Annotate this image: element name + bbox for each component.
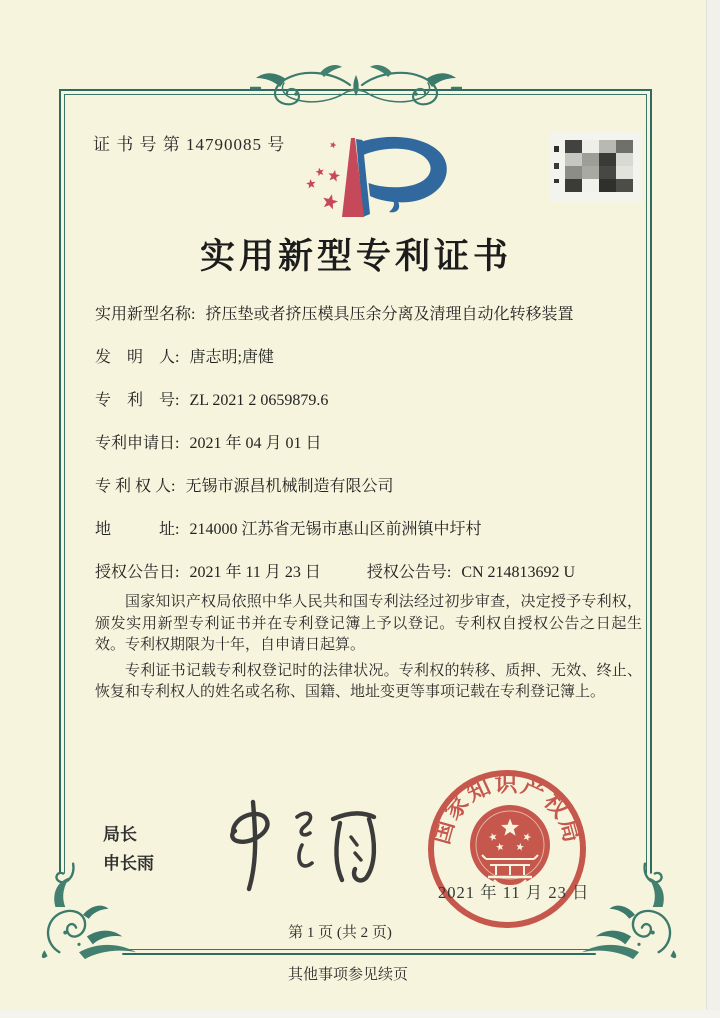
qr-side-mark-1 <box>554 146 559 152</box>
field-row-grant <box>95 564 651 581</box>
qr-mosaic-cell <box>616 153 633 166</box>
field-value: 无锡市源昌机械制造有限公司 <box>185 478 394 495</box>
field-row-utility-model-name <box>95 306 651 323</box>
field-value: 挤压垫或者挤压模具压余分离及清理自动化转移装置 <box>205 306 574 323</box>
qr-mosaic-cell <box>616 179 633 192</box>
field-value: CN 214813692 U <box>461 564 576 581</box>
field-row-inventor <box>95 349 651 366</box>
qr-mosaic-cell <box>565 153 582 166</box>
qr-side-mark-2 <box>554 163 559 169</box>
seal-ring-text: 国家知识产权局 <box>428 771 586 847</box>
scan-edge-bottom <box>0 1010 720 1018</box>
field-row-patentee <box>95 478 651 495</box>
official-seal <box>422 764 592 934</box>
field-label: 专 利 权 人: <box>95 478 176 495</box>
scan-edge-right <box>706 0 720 1018</box>
signatory-title: 局长 <box>103 825 137 844</box>
field-value: 214000 江苏省无锡市惠山区前洲镇中圩村 <box>189 521 482 538</box>
continuation-note: 其他事项参见续页 <box>287 967 408 983</box>
field-value: 唐志明;唐健 <box>189 349 274 366</box>
field-label: 地 址: <box>95 521 180 538</box>
qr-mosaic-cell <box>565 166 582 179</box>
qr-mosaic-cell <box>582 179 599 192</box>
seal-date: 2021 年 11 月 23 日 <box>438 883 590 902</box>
national-emblem-icon <box>470 805 550 886</box>
field-value: 2021 年 11 月 23 日 <box>189 564 321 581</box>
legal-paragraph-2: 专利证书记载专利权登记时的法律状况。专利权的转移、质押、无效、终止、恢复和专利权人的姓名或名称、国籍、地址变更等事项记载在专利登记簿上。 <box>95 662 642 700</box>
legal-paragraph-1: 国家知识产权局依照中华人民共和国专利法经过初步审查，决定授予专利权，颁发实用新型专利证书并在专利登记簿上予以登记。专利权自授权公告之日起生效。专利权期限为十年，自申请日起算。 <box>95 594 642 653</box>
qr-mosaic-cell <box>565 140 582 153</box>
field-row-filing-date <box>95 435 651 452</box>
qr-mosaic-cell <box>616 166 633 179</box>
certificate-title: 实用新型专利证书 <box>199 237 512 276</box>
field-label: 授权公告日: <box>95 564 180 581</box>
certificate-fields <box>95 306 651 607</box>
qr-mosaic-cell <box>582 166 599 179</box>
qr-mosaic-cell <box>565 179 582 192</box>
qr-mosaic-cell <box>582 140 599 153</box>
qr-mosaic-cell <box>616 140 633 153</box>
field-label: 专 利 号: <box>95 392 180 409</box>
field-row-address <box>95 521 651 538</box>
bottom-right-flourish-icon <box>580 845 698 965</box>
signatory-block <box>103 820 154 878</box>
field-label: 专利申请日: <box>95 435 180 452</box>
field-label: 实用新型名称: <box>95 306 196 323</box>
page-indicator: 第 1 页 (共 2 页) <box>288 925 392 941</box>
qr-mosaic-cell <box>599 179 616 192</box>
qr-code-redacted <box>550 132 642 202</box>
certificate-number: 证 书 号 第 14790085 号 <box>93 135 286 154</box>
field-value: 2021 年 04 月 01 日 <box>189 435 322 452</box>
top-center-flourish-icon <box>250 61 462 117</box>
qr-mosaic-cell <box>599 140 616 153</box>
qr-mosaic-cell <box>599 166 616 179</box>
cnipa-logo-icon <box>298 130 458 232</box>
signatory-name: 申长雨 <box>103 854 154 873</box>
legal-text <box>95 592 642 708</box>
director-signature <box>205 793 380 895</box>
field-label: 发 明 人: <box>95 349 180 366</box>
qr-mosaic-grid <box>565 140 633 192</box>
qr-side-mark-3 <box>554 179 559 183</box>
field-row-patent-number <box>95 392 651 409</box>
qr-mosaic-cell <box>599 153 616 166</box>
field-value: ZL 2021 2 0659879.6 <box>189 392 329 409</box>
qr-mosaic-cell <box>582 153 599 166</box>
field-label: 授权公告号: <box>366 564 452 581</box>
